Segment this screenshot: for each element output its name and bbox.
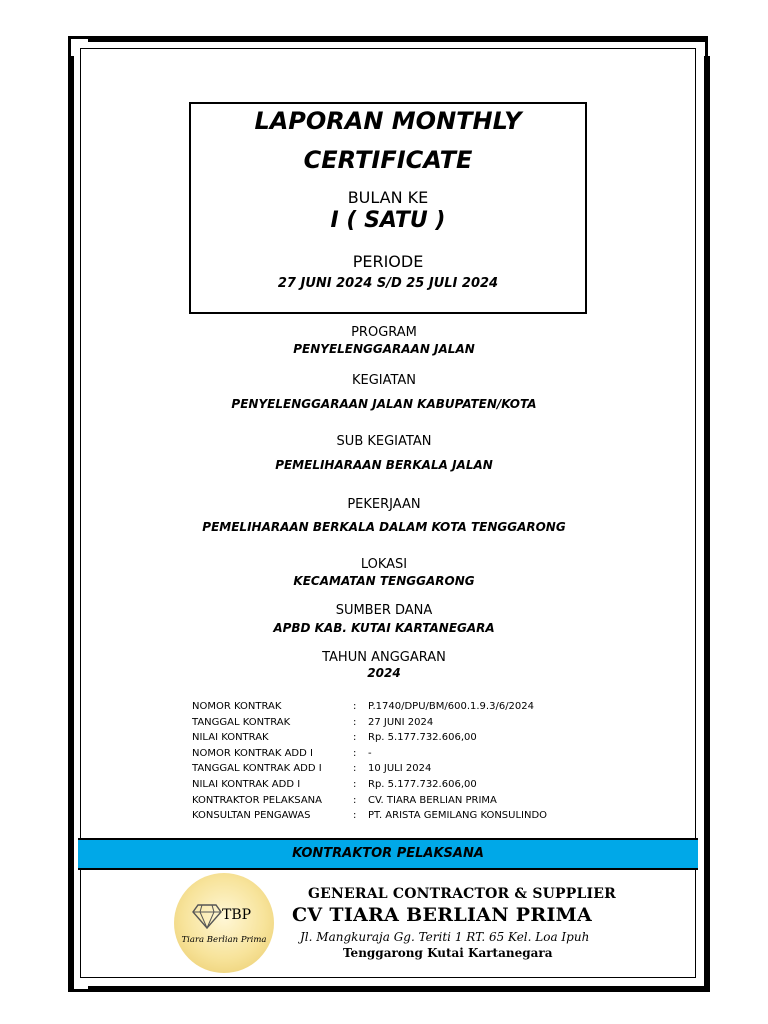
title-box (189, 102, 587, 314)
pekerjaan-value: PEMELIHARAAN BERKALA DALAM KOTA TENGGARONG (202, 520, 566, 534)
program-label: PROGRAM (351, 325, 417, 340)
page-border-shadow-top (88, 36, 708, 42)
contract-value: CV. TIARA BERLIAN PRIMA (368, 794, 497, 806)
contract-value: P.1740/DPU/BM/600.1.9.3/6/2024 (368, 701, 535, 712)
company-city: Tenggarong Kutai Kartanegara (343, 946, 553, 960)
sub-kegiatan-value: PEMELIHARAAN BERKALA JALAN (275, 458, 493, 472)
contract-row (192, 761, 547, 777)
contract-key: NOMOR KONTRAK (192, 701, 282, 712)
page-border-shadow-bottom (88, 986, 710, 992)
colon: : (353, 747, 357, 759)
company-logo (174, 873, 274, 973)
report-title-line1: LAPORAN MONTHLY (254, 107, 522, 135)
contract-key: KONTRAKTOR PELAKSANA (192, 794, 322, 806)
contract-key: TANGGAL KONTRAK (192, 716, 291, 728)
contract-row (192, 777, 547, 793)
lokasi-label: LOKASI (360, 557, 408, 572)
pekerjaan-label: PEKERJAAN (347, 497, 421, 512)
contract-row (192, 746, 547, 762)
colon: : (353, 732, 357, 744)
contract-row (192, 793, 547, 809)
company-address: Jl. Mangkuraja Gg. Teriti 1 RT. 65 Kel. Loa Ipuh (300, 930, 590, 944)
contract-value: Rp. 5.177.732.606,00 (368, 732, 477, 744)
diamond-icon (192, 903, 222, 929)
tahun-anggaran-label: TAHUN ANGGARAN (322, 650, 446, 665)
program-value: PENYELENGGARAAN JALAN (293, 342, 475, 356)
lokasi-value: KECAMATAN TENGGARONG (293, 574, 475, 588)
bulan-label: BULAN KE (347, 188, 429, 207)
contract-key: NOMOR KONTRAK ADD I (192, 747, 313, 759)
colon: : (353, 794, 357, 806)
sumber-dana-value: APBD KAB. KUTAI KARTANEGARA (273, 621, 495, 635)
contract-value: Rp. 5.177.732.606,00 (368, 778, 477, 790)
contract-row (192, 808, 547, 824)
contract-value: 10 JULI 2024 (368, 763, 432, 775)
colon: : (353, 701, 357, 712)
bulan-value: I ( SATU ) (330, 208, 446, 233)
colon: : (353, 716, 357, 728)
contract-value: 27 JUNI 2024 (368, 716, 434, 728)
sumber-dana-label: SUMBER DANA (335, 603, 433, 618)
kegiatan-value: PENYELENGGARAAN JALAN KABUPATEN/KOTA (231, 397, 537, 411)
colon: : (353, 763, 357, 775)
colon: : (353, 810, 357, 822)
periode-label: PERIODE (352, 252, 424, 271)
contract-row (192, 699, 547, 715)
colon: : (353, 778, 357, 790)
kontraktor-band: KONTRAKTOR PELAKSANA (78, 838, 698, 870)
sub-kegiatan-label: SUB KEGIATAN (336, 434, 432, 449)
contract-info (192, 699, 547, 824)
contract-value: PT. ARISTA GEMILANG KONSULINDO (368, 810, 548, 822)
periode-value: 27 JUNI 2024 S/D 25 JULI 2024 (277, 276, 499, 291)
contract-row (192, 730, 547, 746)
contract-value: - (368, 747, 372, 759)
company-tagline: GENERAL CONTRACTOR & SUPPLIER (308, 886, 617, 902)
logo-script: Tiara Berlian Prima (181, 935, 267, 945)
contract-key: NILAI KONTRAK (192, 732, 269, 744)
report-title-line2: CERTIFICATE (303, 146, 473, 174)
tahun-anggaran-value: 2024 (367, 666, 401, 680)
contract-row (192, 715, 547, 731)
contract-key: TANGGAL KONTRAK ADD I (192, 763, 322, 775)
company-name: CV TIARA BERLIAN PRIMA (292, 904, 593, 926)
contract-key: KONSULTAN PENGAWAS (192, 810, 311, 822)
kegiatan-label: KEGIATAN (351, 373, 417, 388)
logo-abbr: TBP (222, 907, 252, 923)
contract-key: NILAI KONTRAK ADD I (192, 778, 301, 790)
